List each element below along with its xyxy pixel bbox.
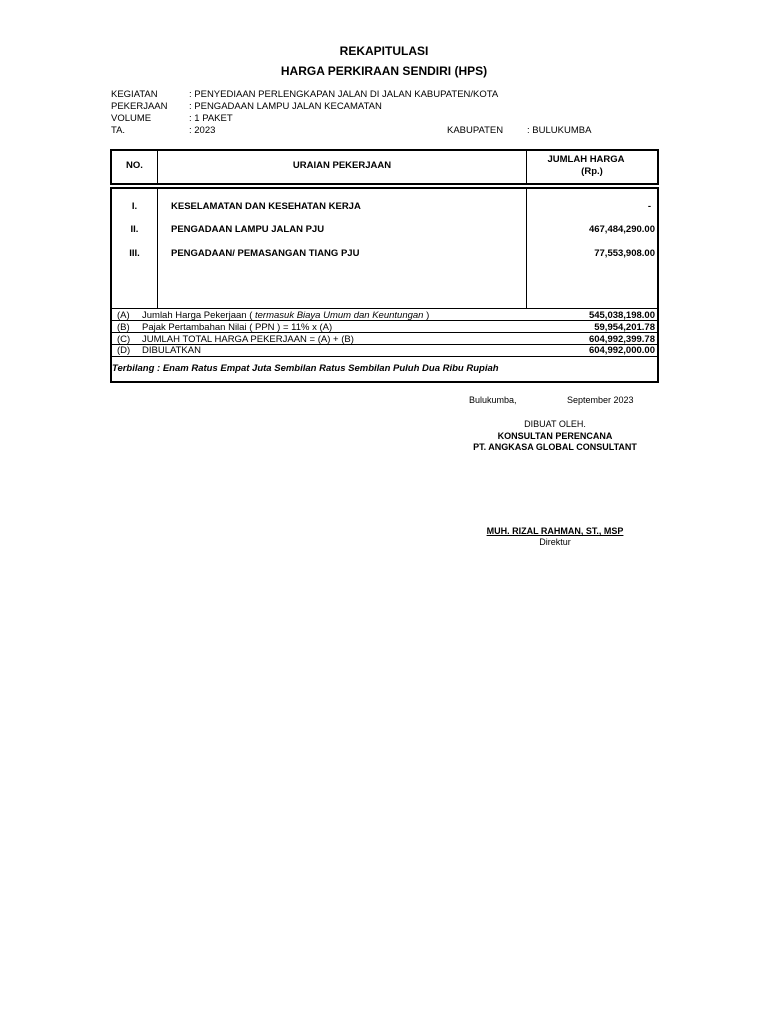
header-jumlah-unit: (Rp.) bbox=[581, 166, 603, 177]
signature-date: September 2023 bbox=[567, 395, 634, 405]
signatory-position: Direktur bbox=[539, 537, 571, 547]
row-no: II. bbox=[130, 224, 139, 235]
summary-label: DIBULATKAN bbox=[142, 345, 201, 356]
summary-label-a-end: ) bbox=[426, 310, 430, 321]
summary-label-a bbox=[142, 310, 429, 321]
ta-label: TA. bbox=[111, 125, 126, 136]
row-uraian: PENGADAAN/ PEMASANGAN TIANG PJU bbox=[171, 248, 360, 259]
header-uraian: URAIAN PEKERJAAN bbox=[292, 160, 392, 171]
row-jumlah: - bbox=[647, 201, 651, 212]
summary-value: 604,992,000.00 bbox=[588, 345, 655, 356]
body-divider-1 bbox=[157, 188, 158, 308]
signature-role: KONSULTAN PERENCANA bbox=[497, 431, 613, 441]
volume-label: VOLUME bbox=[111, 113, 152, 124]
pekerjaan-label: PEKERJAAN bbox=[111, 101, 168, 112]
summary-label: JUMLAH TOTAL HARGA PEKERJAAN = (A) + (B) bbox=[142, 334, 354, 345]
summary-divider bbox=[111, 308, 658, 309]
summary-value: 604,992,399.78 bbox=[588, 334, 655, 345]
summary-value: 59,954,201.78 bbox=[594, 322, 655, 333]
kabupaten-value: : BULUKUMBA bbox=[527, 125, 592, 136]
pekerjaan-value: : PENGADAAN LAMPU JALAN KECAMATAN bbox=[189, 101, 382, 112]
dibuat-oleh: DIBUAT OLEH. bbox=[524, 419, 586, 429]
volume-value: : 1 PAKET bbox=[189, 113, 233, 124]
summary-label: Pajak Pertambahan Nilai ( PPN ) = 11% x (A) bbox=[142, 322, 333, 333]
summary-value: 545,038,198.00 bbox=[588, 310, 655, 321]
document-title: REKAPITULASI bbox=[339, 44, 429, 58]
row-uraian: KESELAMATAN DAN KESEHATAN KERJA bbox=[171, 201, 361, 212]
signatory-name: MUH. RIZAL RAHMAN, ST., MSP bbox=[486, 526, 624, 536]
kegiatan-label: KEGIATAN bbox=[111, 89, 158, 100]
document-subtitle: HARGA PERKIRAAN SENDIRI (HPS) bbox=[280, 64, 488, 78]
ta-value: : 2023 bbox=[189, 125, 216, 136]
header-no: NO. bbox=[126, 160, 143, 171]
row-jumlah: 77,553,908.00 bbox=[594, 248, 655, 259]
summary-code: (B) bbox=[117, 322, 130, 333]
kabupaten-label: KABUPATEN bbox=[447, 125, 504, 136]
signature-company: PT. ANGKASA GLOBAL CONSULTANT bbox=[473, 442, 637, 452]
kegiatan-value: : PENYEDIAAN PERLENGKAPAN JALAN DI JALAN KABUPATEN/KOTA bbox=[189, 89, 499, 100]
summary-divider bbox=[111, 356, 658, 357]
summary-label-a-italic: termasuk Biaya Umum dan Keuntungan bbox=[255, 310, 424, 321]
row-uraian: PENGADAAN LAMPU JALAN PJU bbox=[171, 224, 325, 235]
summary-code: (D) bbox=[117, 345, 131, 356]
terbilang-text: Terbilang : Enam Ratus Empat Juta Sembilan Ratus Sembilan Puluh Dua Ribu Rupiah bbox=[112, 363, 499, 374]
summary-label-a-text: Jumlah Harga Pekerjaan ( bbox=[142, 310, 253, 321]
row-no: I. bbox=[131, 201, 138, 212]
row-no: III. bbox=[129, 248, 140, 259]
signature-place: Bulukumba, bbox=[469, 395, 517, 405]
row-jumlah: 467,484,290.00 bbox=[588, 224, 655, 235]
header-jumlah: JUMLAH HARGA bbox=[547, 154, 625, 165]
summary-code: (C) bbox=[117, 334, 131, 345]
summary-code: (A) bbox=[117, 310, 130, 321]
